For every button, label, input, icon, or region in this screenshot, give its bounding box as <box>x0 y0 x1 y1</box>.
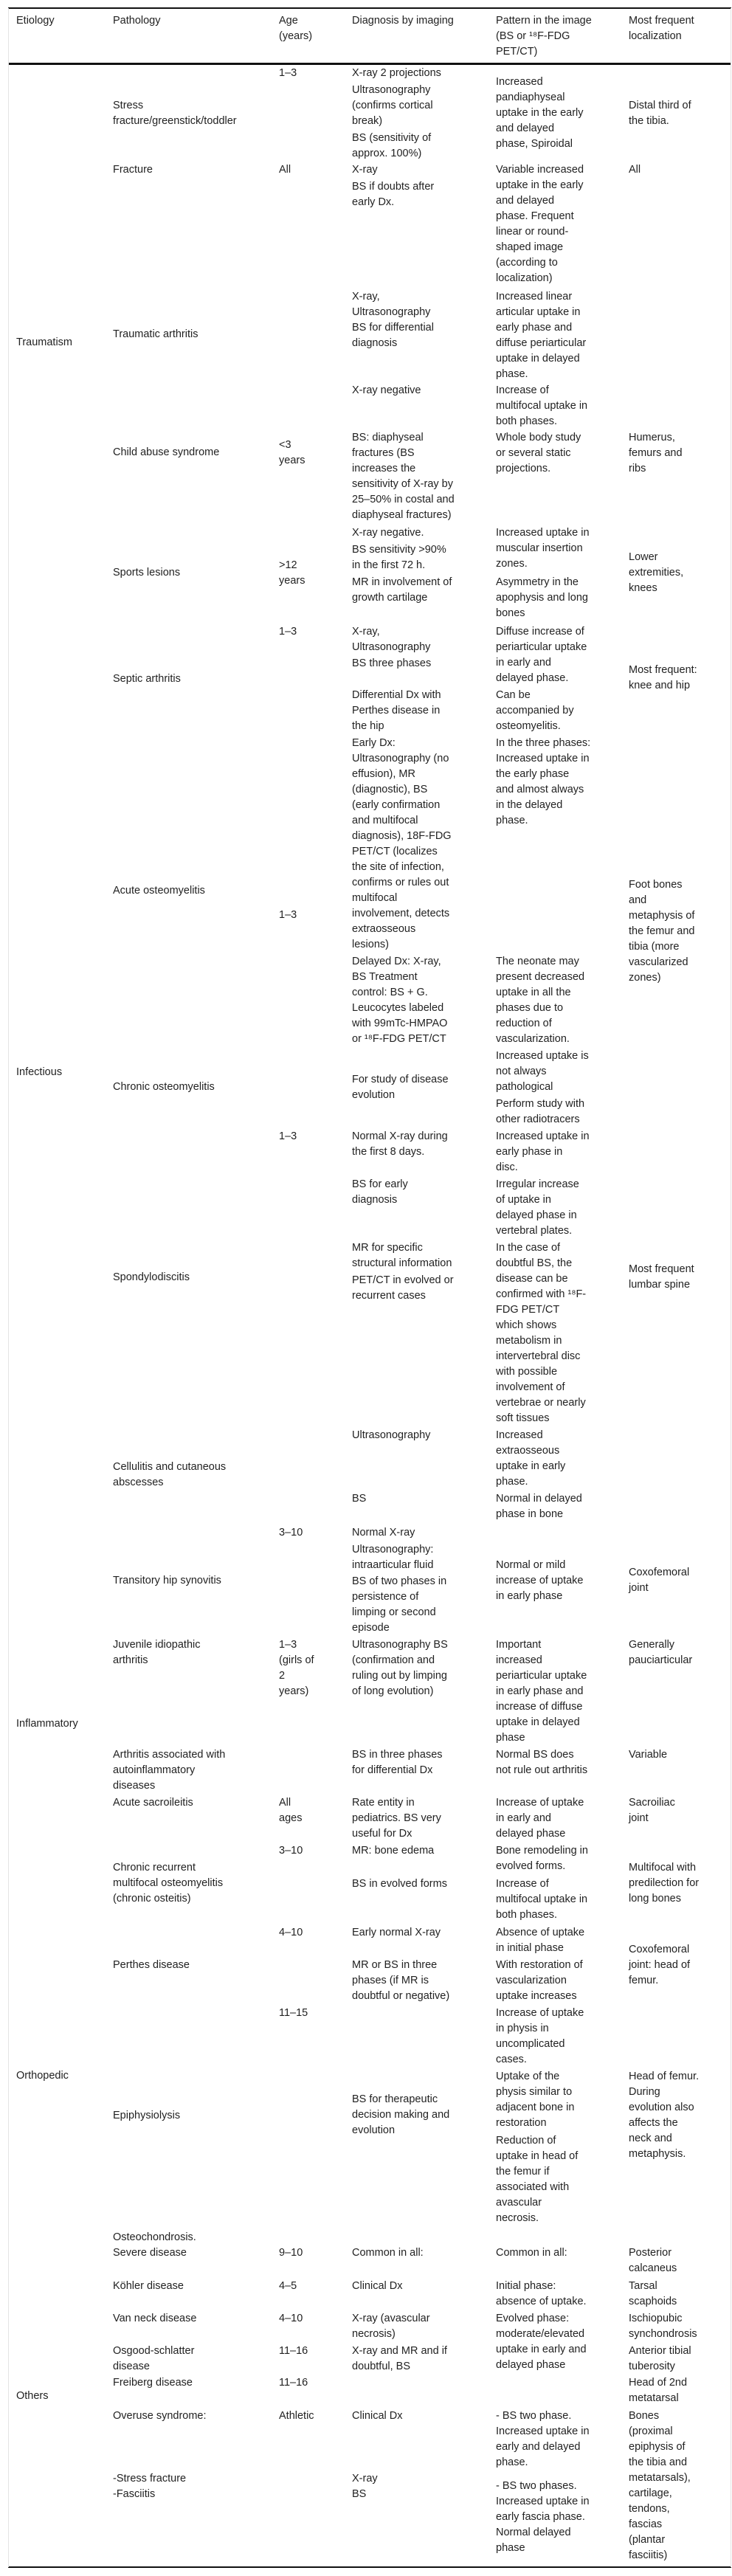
age-cell: 1–3 (girls of 2 years) <box>279 1639 314 1697</box>
age-cell: 1–3 <box>279 626 297 638</box>
localization-cell: Sacroiliac joint <box>629 1797 675 1824</box>
pattern-cell: Absence of uptake in initial phase <box>496 1927 585 1954</box>
age-cell: 1–3 <box>279 67 297 79</box>
diagnosis-cell: Ultrasonography: intraarticular fluid <box>352 1544 434 1571</box>
diagnosis-cell: BS of two phases in persistence of limping or second episode <box>352 1575 447 1634</box>
diagnosis-cell: X-ray (avascular necrosis) <box>352 2313 430 2340</box>
pattern-cell: Irregular increase of uptake in delayed phase in vertebral plates. <box>496 1178 579 1237</box>
diagnosis-cell: BS three phases <box>352 657 432 669</box>
pattern-cell: Increased linear articular uptake in early phase and diffuse periarticular uptake in delayed phase. <box>496 291 587 380</box>
age-cell: All ages <box>279 1797 303 1824</box>
pattern-cell: In the case of doubtful BS, the disease can be confirmed with ¹⁸F- FDG PET/CT which shows metabolism in intervertebral disc with possible involvement of vertebrae or nearly soft tissues <box>496 1242 587 1424</box>
diagnosis-cell: Early normal X-ray <box>352 1927 441 1938</box>
localization-cell: Head of 2nd metatarsal <box>629 2377 688 2404</box>
pattern-cell: Bone remodeling in evolved forms. <box>496 1845 588 1872</box>
header-age: Age (years) <box>279 15 313 42</box>
localization-cell: Multifocal with predilection for long bones <box>629 1862 700 1905</box>
header-etiology: Etiology <box>16 15 55 27</box>
pattern-cell: Increased pandiaphyseal uptake in the early and delayed phase, Spiroidal <box>496 76 584 150</box>
diagnosis-cell: X-ray negative <box>352 384 421 396</box>
left-border <box>8 8 9 2567</box>
diagnosis-cell: Delayed Dx: X-ray, BS Treatment control: BS + G. Leucocytes labeled with 99mTc-HMPAO or ¹⁸F-FDG PET/CT <box>352 956 448 1045</box>
pattern-cell: Diffuse increase of periarticular uptake in early and delayed phase. <box>496 626 587 684</box>
localization-cell: Head of femur. During evolution also affects the neck and metaphysis. <box>629 2071 700 2160</box>
pathology-cell: Arthritis associated with autoinflammatory diseases <box>113 1749 226 1792</box>
pattern-cell: Increased uptake in early phase in disc. <box>496 1130 590 1173</box>
pattern-cell: Increased extraosseous uptake in early phase. <box>496 1429 566 1488</box>
diagnosis-cell: X-ray negative. <box>352 527 424 539</box>
diagnosis-cell: X-ray <box>352 164 378 176</box>
localization-cell: Coxofemoral joint <box>629 1567 690 1594</box>
pathology-cell: Sports lesions <box>113 567 181 579</box>
pattern-cell: Normal or mild increase of uptake in early phase <box>496 1559 584 1602</box>
diagnosis-cell: Rate entity in pediatrics. BS very useful for Dx <box>352 1797 441 1840</box>
localization-cell: Lower extremities, knees <box>629 551 684 594</box>
pathology-cell: -Stress fracture -Fasciitis <box>113 2473 187 2500</box>
diagnosis-cell: Ultrasonography <box>352 1429 431 1441</box>
age-cell: 3–10 <box>279 1527 303 1539</box>
age-cell: Athletic <box>279 2410 314 2422</box>
localization-cell: All <box>629 164 641 176</box>
localization-cell: Most frequent lumbar spine <box>629 1263 694 1291</box>
diagnosis-cell: X-ray 2 projections <box>352 67 441 79</box>
pathology-cell: Osgood-schlatter disease <box>113 2345 195 2372</box>
pathology-cell: Cellulitis and cutaneous abscesses <box>113 1461 227 1488</box>
diagnosis-cell: X-ray and MR and if doubtful, BS <box>352 2345 447 2372</box>
diagnosis-cell: Ultrasonography BS (confirmation and ruling out by limping of long evolution) <box>352 1639 448 1697</box>
pathology-cell: Chronic osteomyelitis <box>113 1081 215 1093</box>
pathology-cell: Köhler disease <box>113 2280 184 2292</box>
localization-cell: Foot bones and metaphysis of the femur and tibia (more vascularized zones) <box>629 879 695 984</box>
diagnosis-cell: MR or BS in three phases (if MR is doubtful or negative) <box>352 1959 450 2002</box>
diagnosis-cell: Clinical Dx <box>352 2410 403 2422</box>
diagnosis-cell: BS for early diagnosis <box>352 1178 408 1206</box>
pattern-cell: - BS two phase. Increased uptake in early and delayed phase. <box>496 2410 590 2468</box>
diagnosis-cell: BS if doubts after early Dx. <box>352 181 435 208</box>
age-cell: <3 years <box>279 439 305 466</box>
pattern-cell: Normal in delayed phase in bone <box>496 1493 582 1520</box>
pathology-cell: Osteochondrosis. Severe disease <box>113 2231 196 2259</box>
pattern-cell: Important increased periarticular uptake in early phase and increase of diffuse uptake in delayed phase <box>496 1639 587 1744</box>
diagnosis-cell: For study of disease evolution <box>352 1074 449 1101</box>
header-pattern: Pattern in the image (BS or ¹⁸F-FDG PET/CT) <box>496 15 592 58</box>
etiology-cell: Infectious <box>16 1066 63 1078</box>
pattern-cell: Normal BS does not rule out arthritis <box>496 1749 588 1776</box>
pattern-cell: Increase of uptake in early and delayed phase <box>496 1797 584 1840</box>
etiology-cell: Orthopedic <box>16 2070 69 2082</box>
pattern-cell: Can be accompanied by osteomyelitis. <box>496 689 574 732</box>
header-localization: Most frequent localization <box>629 15 694 42</box>
diagnosis-cell: BS sensitivity >90% in the first 72 h. <box>352 544 446 571</box>
pathology-cell: Septic arthritis <box>113 673 181 685</box>
age-cell: 3–10 <box>279 1845 303 1857</box>
pathology-cell: Acute osteomyelitis <box>113 885 205 897</box>
age-cell: 11–16 <box>279 2377 308 2389</box>
pathology-cell: Juvenile idiopathic arthritis <box>113 1639 201 1666</box>
diagnosis-cell: X-ray BS <box>352 2473 378 2500</box>
pattern-cell: Increased uptake in muscular insertion zones. <box>496 527 590 570</box>
diagnosis-cell: MR: bone edema <box>352 1845 435 1857</box>
pattern-cell: Increased uptake is not always pathological <box>496 1050 589 1093</box>
localization-cell: Bones (proximal epiphysis of the tibia and metatarsals), cartilage, tendons, fascias (plantar fasciitis) <box>629 2410 691 2561</box>
pathology-cell: Traumatic arthritis <box>113 328 198 340</box>
diagnosis-cell: Common in all: <box>352 2247 424 2259</box>
localization-cell: Generally pauciarticular <box>629 1639 693 1666</box>
pathology-cell: Fracture <box>113 164 153 176</box>
etiology-cell: Inflammatory <box>16 1718 78 1730</box>
diagnosis-cell: X-ray, Ultrasonography <box>352 626 431 653</box>
diagnosis-cell: X-ray, Ultrasonography <box>352 291 431 318</box>
diagnosis-cell: BS: diaphyseal fractures (BS increases the sensitivity of X-ray by 25–50% in costal and diaphyseal fractures) <box>352 432 455 521</box>
age-cell: 1–3 <box>279 1130 297 1142</box>
diagnosis-cell: BS (sensitivity of approx. 100%) <box>352 132 432 159</box>
pattern-cell: The neonate may present decreased uptake in all the phases due to reduction of vascularization. <box>496 956 585 1045</box>
diagnosis-cell: MR for specific structural information <box>352 1242 452 1269</box>
pathology-cell: Transitory hip synovitis <box>113 1575 221 1586</box>
age-cell: >12 years <box>279 559 305 587</box>
pattern-cell: - BS two phases. Increased uptake in early fascia phase. Normal delayed phase <box>496 2480 590 2554</box>
header-rule <box>8 63 731 65</box>
diagnosis-cell: BS for therapeutic decision making and evolution <box>352 2093 450 2136</box>
pattern-cell: Evolved phase: moderate/elevated uptake in early and delayed phase <box>496 2313 587 2371</box>
header-diagnosis: Diagnosis by imaging <box>352 15 454 27</box>
pathology-cell: Perthes disease <box>113 1959 190 1971</box>
pattern-cell: Increase of multifocal uptake in both phases. <box>496 1878 588 1921</box>
diagnosis-cell: Ultrasonography (confirms cortical break) <box>352 84 433 127</box>
diagnosis-cell: Normal X-ray <box>352 1527 415 1539</box>
age-cell: 11–16 <box>279 2345 308 2357</box>
pathology-cell: Chronic recurrent multifocal osteomyelitis (chronic osteitis) <box>113 1862 224 1905</box>
pathology-cell: Overuse syndrome: <box>113 2410 207 2422</box>
localization-cell: Posterior calcaneus <box>629 2247 677 2274</box>
diagnosis-cell: PET/CT in evolved or recurrent cases <box>352 1274 454 1302</box>
pathology-cell: Stress fracture/greenstick/toddler <box>113 100 237 127</box>
bottom-rule <box>8 2566 731 2568</box>
pathology-cell: Freiberg disease <box>113 2377 193 2389</box>
localization-cell: Humerus, femurs and ribs <box>629 432 683 474</box>
pattern-cell: Perform study with other radiotracers <box>496 1098 585 1125</box>
age-cell: 4–10 <box>279 2313 303 2324</box>
pathology-cell: Child abuse syndrome <box>113 446 220 458</box>
age-cell: 9–10 <box>279 2247 303 2259</box>
pattern-cell: Initial phase: absence of uptake. <box>496 2280 587 2307</box>
pattern-cell: Common in all: <box>496 2247 567 2259</box>
age-cell: 4–5 <box>279 2280 297 2292</box>
pathology-cell: Epiphysiolysis <box>113 2110 181 2121</box>
pattern-cell: With restoration of vascularization uptake increases <box>496 1959 583 2002</box>
localization-cell: Ischiopubic synchondrosis <box>629 2313 697 2340</box>
pattern-cell: Increase of multifocal uptake in both phases. <box>496 384 588 427</box>
localization-cell: Distal third of the tibia. <box>629 100 691 127</box>
etiology-cell: Traumatism <box>16 336 72 348</box>
diagnosis-cell: Normal X-ray during the first 8 days. <box>352 1130 448 1158</box>
localization-cell: Tarsal scaphoids <box>629 2280 677 2307</box>
pattern-cell: Whole body study or several static projections. <box>496 432 581 474</box>
age-cell: 1–3 <box>279 909 297 921</box>
pattern-cell: Uptake of the physis similar to adjacent bone in restoration <box>496 2071 575 2129</box>
diagnosis-cell: Clinical Dx <box>352 2280 403 2292</box>
pattern-cell: Asymmetry in the apophysis and long bones <box>496 576 588 619</box>
localization-cell: Most frequent: knee and hip <box>629 664 697 691</box>
pattern-cell: Reduction of uptake in head of the femur if associated with avascular necrosis. <box>496 2135 579 2224</box>
pathology-cell: Van neck disease <box>113 2313 197 2324</box>
diagnosis-cell: Early Dx: Ultrasonography (no effusion), MR (diagnostic), BS (early confirmation and multifocal diagnosis), 18F-FDG PET/CT (localizes the site of infection, confirms or rules out multifocal involvement, detects extraosseous lesions) <box>352 737 452 950</box>
header-pathology: Pathology <box>113 15 161 27</box>
diagnosis-cell: BS <box>352 1493 367 1505</box>
top-rule <box>8 7 731 9</box>
age-cell: All <box>279 164 291 176</box>
etiology-cell: Others <box>16 2390 49 2402</box>
localization-cell: Coxofemoral joint: head of femur. <box>629 1944 691 1986</box>
pattern-cell: In the three phases: Increased uptake in the early phase and almost always in the delayed phase. <box>496 737 591 826</box>
pathology-cell: Acute sacroileitis <box>113 1797 193 1809</box>
diagnosis-cell: Differential Dx with Perthes disease in the hip <box>352 689 441 732</box>
diagnosis-cell: BS for differential diagnosis <box>352 322 434 349</box>
age-cell: 11–15 <box>279 2007 308 2019</box>
diagnosis-cell: BS in three phases for differential Dx <box>352 1749 443 1776</box>
diagnosis-cell: BS in evolved forms <box>352 1878 447 1890</box>
diagnosis-cell: MR in involvement of growth cartilage <box>352 576 452 604</box>
pattern-cell: Increase of uptake in physis in uncomplicated cases. <box>496 2007 584 2065</box>
localization-cell: Variable <box>629 1749 668 1761</box>
pathology-cell: Spondylodiscitis <box>113 1271 190 1283</box>
localization-cell: Anterior tibial tuberosity <box>629 2345 691 2372</box>
age-cell: 4–10 <box>279 1927 303 1938</box>
pattern-cell: Variable increased uptake in the early and delayed phase. Frequent linear or round- shaped image (according to localization) <box>496 164 584 284</box>
